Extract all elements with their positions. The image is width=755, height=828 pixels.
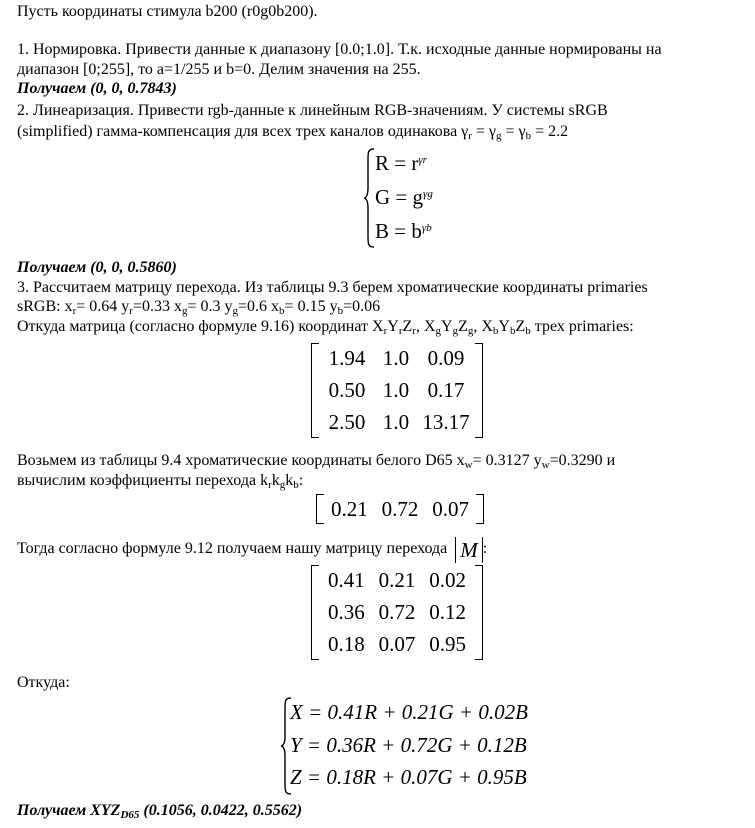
right-bracket: [476, 494, 484, 524]
result-xyz: Получаем $XYZ_{D65}$ (0.1056, 0.0422, 0.5562): [17, 802, 303, 821]
coefficients-line: вычислим коэффициенты перехода $k_rk_gk_b$:: [17, 472, 304, 491]
step3-line1: 3. Рассчитаем матрицу перехода. Из таблицы 9.3 берем хроматические координаты primaries: [17, 279, 648, 296]
step1-line1: 1. Нормировка. Привести данные к диапазону [0.0;1.0]. Т.к. исходные данные нормированы на: [17, 41, 662, 58]
whence-label: Откуда:: [17, 674, 70, 691]
left-bracket: [316, 494, 324, 524]
gamma-eq-g: $G = g^{\gamma g}$: [375, 185, 433, 209]
matrix-cell: 0.09: [427, 346, 465, 371]
gamma-system: [363, 148, 483, 248]
transform-matrix: [311, 565, 483, 660]
transform-matrix-line: Тогда согласно формуле 9.12 получаем нашу матрицу перехода M :: [17, 538, 488, 562]
step3-line2: sRGB: $x_r= 0.64$ $y_r=0.33$ $x_g= 0.3$ $y_g=0.6$ $x_b= 0.15$ $y_b=0.06$: [17, 298, 381, 317]
right-bracket: [475, 565, 483, 660]
step2-line1: 2. Линеаризация. Привести rgb-данные к линейным RGB-значениям. У системы sRGB: [17, 102, 608, 119]
left-bracket: [311, 343, 319, 438]
left-brace: [363, 148, 375, 248]
white-point-line: Возьмем из таблицы 9.4 хроматические координаты белого D65 $x_w= 0.3127$ $y_w=0.3290$ и: [17, 452, 616, 471]
step3-line3: Откуда матрица (согласно формуле 9.16) координат $X_rY_rZ_r$, $X_gY_gZ_g$, $X_bY_bZ_b$ трех primaries:: [17, 318, 634, 337]
matrix-cell: 0.17: [427, 377, 465, 402]
matrix-cell: 0.95: [429, 631, 467, 656]
matrix-cell: 1.94: [328, 346, 366, 371]
xyz-eq-z: Z = 0.18R + 0.07G + 0.95B: [290, 765, 527, 789]
matrix-cell: 1.0: [382, 409, 410, 434]
m-symbol: M: [455, 537, 483, 563]
matrix-cell: 1.0: [382, 377, 410, 402]
k-vector: [316, 494, 484, 524]
matrix-cell: 2.50: [328, 409, 366, 434]
matrix-cell: 0.72: [378, 599, 416, 624]
matrix-cell: 0.12: [429, 599, 467, 624]
xyz-eq-x: X = 0.41R + 0.21G + 0.02B: [290, 700, 528, 724]
stimulus-line: Пусть координаты стимула b200 (r0g0b200).: [17, 3, 318, 20]
vector-cell: 0.72: [381, 496, 419, 521]
primaries-matrix: [311, 343, 483, 438]
matrix-cell: 0.18: [327, 631, 365, 656]
result-normalized: Получаем (0, 0, 0.7843): [17, 80, 177, 97]
matrix-cell: 0.36: [327, 599, 365, 624]
result-linearized: Получаем (0, 0, 0.5860): [17, 259, 177, 276]
matrix-cell: 0.41: [327, 568, 365, 593]
xyz-system: [280, 697, 540, 795]
step1-line2: диапазон [0;255], то a=1/255 и b=0. Делим значения на 255.: [17, 61, 421, 78]
gamma-eq-b: $B = b^{\gamma b}$: [375, 219, 432, 243]
left-bracket: [311, 565, 319, 660]
step2-line2: (simplified) гамма-компенсация для всех трех каналов одинакова $\gamma_r = \gamma_g = \gamma_b = 2.2$: [17, 123, 569, 142]
vector-cell: 0.21: [330, 496, 368, 521]
vector-cell: 0.07: [432, 496, 470, 521]
gamma-eq-r: $R = r^{\gamma r}$: [375, 151, 427, 175]
matrix-cell: 1.0: [382, 346, 410, 371]
matrix-cell: 0.07: [378, 631, 416, 656]
matrix-cell: 0.50: [328, 377, 366, 402]
xyz-eq-y: Y = 0.36R + 0.72G + 0.12B: [290, 733, 527, 757]
matrix-cell: 0.21: [378, 568, 416, 593]
matrix-cell: 13.17: [422, 409, 470, 434]
matrix-cell: 0.02: [429, 568, 467, 593]
right-bracket: [475, 343, 483, 438]
